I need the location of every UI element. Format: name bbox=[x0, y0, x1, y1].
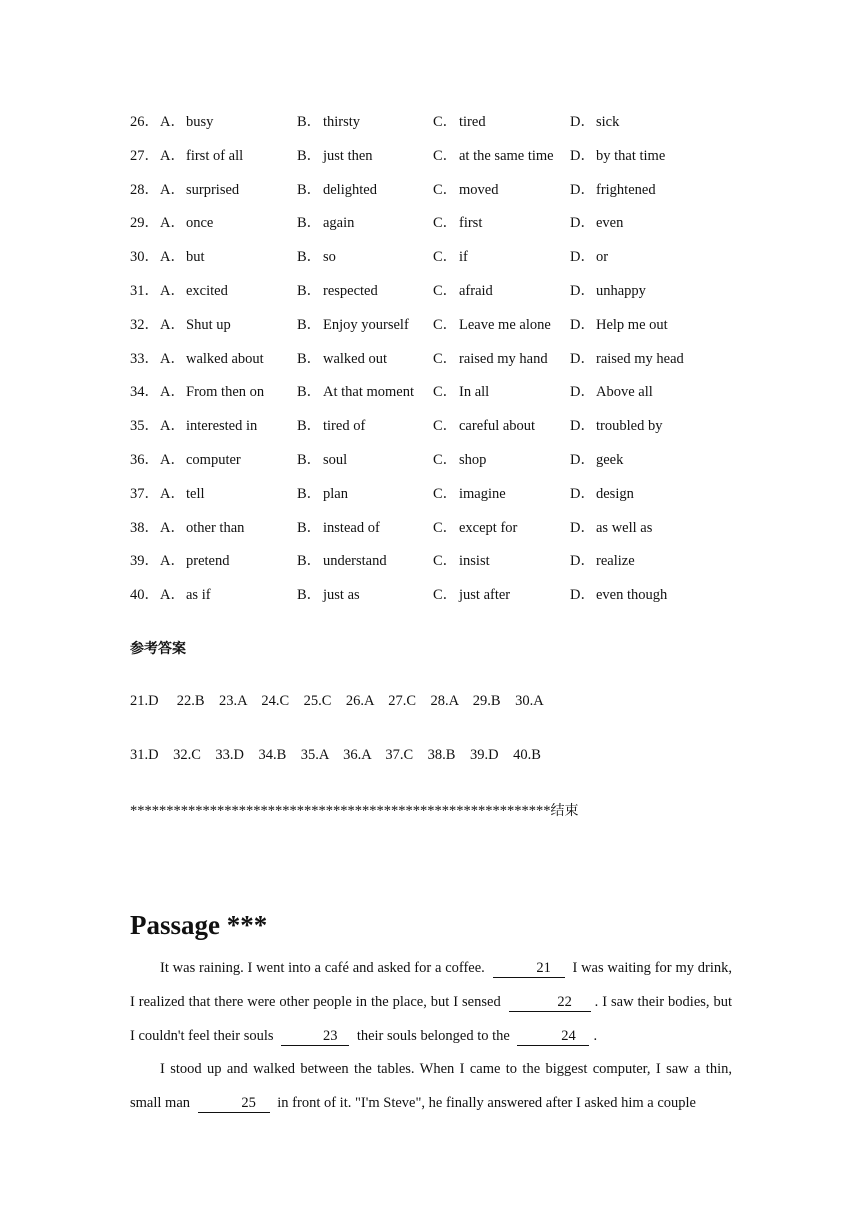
option-letter: A． bbox=[160, 451, 185, 468]
option-a bbox=[160, 144, 243, 168]
option-letter: B． bbox=[297, 282, 322, 299]
option-letter: C． bbox=[433, 553, 458, 570]
option-text: pretend bbox=[186, 553, 230, 570]
question-number: 38． bbox=[130, 519, 159, 536]
option-d bbox=[570, 144, 665, 168]
question-number: 33． bbox=[130, 350, 159, 367]
option-text: sick bbox=[596, 114, 620, 130]
option-letter: C． bbox=[433, 215, 458, 232]
option-a bbox=[160, 549, 229, 573]
passage-title: Passage *** bbox=[130, 910, 268, 940]
option-letter: B． bbox=[297, 181, 322, 198]
option-text: first of all bbox=[186, 147, 244, 164]
option-letter: A． bbox=[160, 519, 185, 536]
option-letter: A． bbox=[160, 587, 185, 604]
option-text: understand bbox=[323, 553, 387, 570]
option-b bbox=[297, 178, 377, 202]
option-a bbox=[160, 211, 213, 235]
option-d bbox=[570, 448, 623, 472]
option-letter: B． bbox=[297, 249, 322, 266]
option-letter: C． bbox=[433, 350, 458, 367]
option-letter: C． bbox=[433, 114, 458, 130]
question-row bbox=[130, 380, 750, 414]
option-text: moved bbox=[459, 181, 499, 198]
option-a bbox=[160, 347, 264, 371]
question-row bbox=[130, 110, 750, 144]
option-text: troubled by bbox=[596, 418, 663, 435]
question-row bbox=[130, 144, 750, 178]
option-d bbox=[570, 380, 653, 404]
question-number: 36． bbox=[130, 451, 159, 468]
option-c bbox=[433, 279, 493, 303]
option-text: shop bbox=[459, 451, 487, 468]
option-letter: B． bbox=[297, 418, 322, 435]
option-a bbox=[160, 245, 205, 269]
question-number: 34． bbox=[130, 384, 159, 401]
option-letter: B． bbox=[297, 519, 322, 536]
option-text: frightened bbox=[596, 181, 656, 198]
option-d bbox=[570, 414, 662, 438]
option-letter: D． bbox=[570, 181, 595, 198]
option-c bbox=[433, 144, 554, 168]
option-text: Above all bbox=[596, 384, 653, 401]
option-text: unhappy bbox=[596, 282, 646, 299]
option-text: first bbox=[459, 215, 483, 232]
end-label: 结束 bbox=[550, 803, 579, 819]
question-row bbox=[130, 448, 750, 482]
option-letter: D． bbox=[570, 553, 595, 570]
question-row bbox=[130, 414, 750, 448]
option-letter: A． bbox=[160, 215, 185, 232]
option-d bbox=[570, 279, 646, 303]
option-letter: A． bbox=[160, 249, 185, 266]
option-letter: C． bbox=[433, 587, 458, 604]
paragraph bbox=[130, 952, 732, 1053]
option-b bbox=[297, 414, 365, 438]
option-letter: D． bbox=[570, 384, 595, 401]
option-text: or bbox=[596, 249, 609, 266]
option-letter: D． bbox=[570, 316, 595, 333]
option-text: just then bbox=[323, 147, 373, 164]
question-row bbox=[130, 583, 750, 617]
option-d bbox=[570, 178, 656, 202]
option-b bbox=[297, 583, 360, 607]
blank: 25 bbox=[198, 1094, 270, 1113]
option-a bbox=[160, 414, 257, 438]
option-c bbox=[433, 110, 486, 134]
option-text: even though bbox=[596, 587, 668, 604]
option-letter: A． bbox=[160, 485, 185, 502]
question-number: 29． bbox=[130, 215, 159, 232]
option-letter: D． bbox=[570, 451, 595, 468]
option-letter: A． bbox=[160, 114, 185, 130]
question-row bbox=[130, 279, 750, 313]
option-letter: D． bbox=[570, 485, 595, 502]
option-text: instead of bbox=[323, 519, 380, 536]
option-b bbox=[297, 549, 387, 573]
option-c bbox=[433, 583, 510, 607]
option-letter: D． bbox=[570, 418, 595, 435]
text: . I saw their bodies, but I couldn't feel their souls bbox=[130, 993, 733, 1044]
blank: 21 bbox=[493, 959, 565, 978]
option-letter: D． bbox=[570, 114, 595, 130]
text: It was raining. I went into a café and asked for a coffee. bbox=[160, 960, 485, 976]
option-text: interested in bbox=[186, 418, 258, 435]
option-letter: D． bbox=[570, 282, 595, 299]
question-number: 28． bbox=[130, 181, 159, 198]
option-text: just after bbox=[459, 587, 511, 604]
option-letter: A． bbox=[160, 384, 185, 401]
option-c bbox=[433, 245, 468, 269]
option-text: walked about bbox=[186, 350, 264, 367]
question-row bbox=[130, 313, 750, 347]
question-row bbox=[130, 178, 750, 212]
option-letter: B． bbox=[297, 553, 322, 570]
paragraph bbox=[130, 1053, 732, 1121]
option-letter: C． bbox=[433, 282, 458, 299]
option-text: tired of bbox=[323, 418, 366, 435]
option-text: insist bbox=[459, 553, 490, 570]
option-d bbox=[570, 549, 635, 573]
question-number: 26． bbox=[130, 114, 159, 130]
option-b bbox=[297, 448, 347, 472]
option-b bbox=[297, 245, 336, 269]
option-text: raised my head bbox=[596, 350, 684, 367]
question-number: 32． bbox=[130, 316, 159, 333]
option-letter: D． bbox=[570, 519, 595, 536]
option-text: once bbox=[186, 215, 214, 232]
option-letter: C． bbox=[433, 519, 458, 536]
option-d bbox=[570, 583, 667, 607]
option-letter: C． bbox=[433, 485, 458, 502]
option-letter: D． bbox=[570, 215, 595, 232]
option-letter: C． bbox=[433, 418, 458, 435]
option-text: but bbox=[186, 249, 205, 266]
option-letter: C． bbox=[433, 181, 458, 198]
answer-key-title: 参考答案 bbox=[130, 641, 186, 657]
option-d bbox=[570, 245, 608, 269]
option-text: excited bbox=[186, 282, 228, 299]
option-d bbox=[570, 110, 619, 134]
text: in front of it. "I'm Steve", he finally answered after I asked him a couple bbox=[277, 1095, 696, 1112]
text: I stood up and walked between the tables. When I came to the biggest computer, I saw a thin, small man bbox=[130, 1061, 732, 1112]
blank: 22 bbox=[509, 993, 591, 1012]
option-letter: B． bbox=[297, 451, 322, 468]
option-text: just as bbox=[323, 587, 360, 604]
option-c bbox=[433, 482, 506, 506]
option-c bbox=[433, 313, 551, 337]
option-c bbox=[433, 347, 548, 371]
option-letter: B． bbox=[297, 316, 322, 333]
option-d bbox=[570, 347, 684, 371]
text: their souls belonged to the bbox=[356, 1027, 510, 1044]
option-a bbox=[160, 448, 241, 472]
option-letter: A． bbox=[160, 553, 185, 570]
question-number: 39． bbox=[130, 553, 159, 570]
option-text: other than bbox=[186, 519, 245, 536]
option-letter: A． bbox=[160, 282, 185, 299]
option-b bbox=[297, 380, 414, 404]
option-letter: A． bbox=[160, 316, 185, 333]
option-c bbox=[433, 448, 486, 472]
option-a bbox=[160, 482, 205, 506]
question-number: 31． bbox=[130, 282, 159, 299]
option-text: geek bbox=[596, 451, 624, 468]
option-b bbox=[297, 279, 378, 303]
option-letter: D． bbox=[570, 587, 595, 604]
option-text: Shut up bbox=[186, 316, 231, 333]
question-row bbox=[130, 245, 750, 279]
option-text: as well as bbox=[596, 519, 653, 536]
question-row bbox=[130, 482, 750, 516]
option-text: by that time bbox=[596, 147, 666, 164]
option-b bbox=[297, 347, 387, 371]
option-text: Enjoy yourself bbox=[323, 316, 409, 333]
blank: 23 bbox=[281, 1027, 349, 1046]
option-text: Leave me alone bbox=[459, 316, 551, 333]
option-b bbox=[297, 313, 409, 337]
option-text: soul bbox=[323, 451, 348, 468]
option-letter: B． bbox=[297, 147, 322, 164]
option-text: busy bbox=[186, 114, 214, 130]
option-c bbox=[433, 380, 489, 404]
option-letter: C． bbox=[433, 147, 458, 164]
option-a bbox=[160, 279, 228, 303]
option-text: thirsty bbox=[323, 114, 361, 130]
option-d bbox=[570, 516, 652, 540]
option-text: afraid bbox=[459, 282, 493, 299]
option-c bbox=[433, 211, 482, 235]
option-letter: A． bbox=[160, 147, 185, 164]
passage-body bbox=[130, 952, 732, 1121]
option-letter: B． bbox=[297, 384, 322, 401]
option-letter: B． bbox=[297, 215, 322, 232]
option-text: raised my hand bbox=[459, 350, 548, 367]
option-text: except for bbox=[459, 519, 518, 536]
option-text: plan bbox=[323, 485, 348, 502]
question-number: 37． bbox=[130, 485, 159, 502]
option-letter: B． bbox=[297, 485, 322, 502]
option-text: careful about bbox=[459, 418, 536, 435]
option-b bbox=[297, 144, 373, 168]
option-letter: A． bbox=[160, 418, 185, 435]
option-text: delighted bbox=[323, 181, 377, 198]
option-c bbox=[433, 414, 535, 438]
option-c bbox=[433, 516, 517, 540]
option-text: tired bbox=[459, 114, 486, 130]
option-letter: C． bbox=[433, 249, 458, 266]
option-a bbox=[160, 380, 264, 404]
option-letter: D． bbox=[570, 249, 595, 266]
divider bbox=[130, 800, 579, 820]
option-text: again bbox=[323, 215, 355, 232]
option-a bbox=[160, 313, 231, 337]
option-letter: A． bbox=[160, 350, 185, 367]
option-a bbox=[160, 178, 239, 202]
option-letter: C． bbox=[433, 316, 458, 333]
question-number: 27． bbox=[130, 147, 159, 164]
option-b bbox=[297, 110, 360, 134]
option-text: design bbox=[596, 485, 634, 502]
option-b bbox=[297, 211, 354, 235]
option-text: From then on bbox=[186, 384, 265, 401]
option-text: if bbox=[459, 249, 468, 266]
option-letter: C． bbox=[433, 384, 458, 401]
option-letter: B． bbox=[297, 114, 322, 130]
option-d bbox=[570, 482, 634, 506]
option-a bbox=[160, 110, 213, 134]
option-letter: B． bbox=[297, 587, 322, 604]
option-c bbox=[433, 549, 490, 573]
option-text: at the same time bbox=[459, 147, 554, 164]
option-a bbox=[160, 516, 244, 540]
blank: 24 bbox=[517, 1027, 589, 1046]
option-letter: A． bbox=[160, 181, 185, 198]
question-row bbox=[130, 549, 750, 583]
question-row bbox=[130, 516, 750, 550]
option-text: realize bbox=[596, 553, 635, 570]
option-text: In all bbox=[459, 384, 490, 401]
option-text: computer bbox=[186, 451, 241, 468]
option-letter: D． bbox=[570, 147, 595, 164]
option-text: At that moment bbox=[323, 384, 415, 401]
star-divider: ********************************************************** bbox=[130, 803, 551, 819]
text: . bbox=[593, 1027, 598, 1044]
option-d bbox=[570, 211, 623, 235]
question-row bbox=[130, 211, 750, 245]
option-letter: B． bbox=[297, 350, 322, 367]
option-d bbox=[570, 313, 668, 337]
option-text: walked out bbox=[323, 350, 388, 367]
option-text: even bbox=[596, 215, 624, 232]
question-number: 35． bbox=[130, 418, 159, 435]
option-text: surprised bbox=[186, 181, 240, 198]
options-list bbox=[130, 110, 750, 617]
option-text: Help me out bbox=[596, 316, 668, 333]
option-text: tell bbox=[186, 485, 205, 502]
option-text: so bbox=[323, 249, 336, 266]
option-letter: D． bbox=[570, 350, 595, 367]
option-text: imagine bbox=[459, 485, 506, 502]
question-number: 40． bbox=[130, 587, 159, 604]
option-b bbox=[297, 516, 380, 540]
answer-row: 21.D 22.B 23.A 24.C 25.C 26.A 27.C 28.A 29.B 30.A bbox=[130, 693, 544, 709]
question-row bbox=[130, 347, 750, 381]
option-text: as if bbox=[186, 587, 211, 604]
option-text: respected bbox=[323, 282, 378, 299]
answer-row: 31.D 32.C 33.D 34.B 35.A 36.A 37.C 38.B 39.D 40.B bbox=[130, 747, 541, 763]
question-number: 30． bbox=[130, 249, 159, 266]
option-c bbox=[433, 178, 498, 202]
text: I was waiting for my drink, I realized that there were other people in the place, but I sensed bbox=[130, 960, 733, 1010]
option-b bbox=[297, 482, 348, 506]
option-a bbox=[160, 583, 211, 607]
option-letter: C． bbox=[433, 451, 458, 468]
